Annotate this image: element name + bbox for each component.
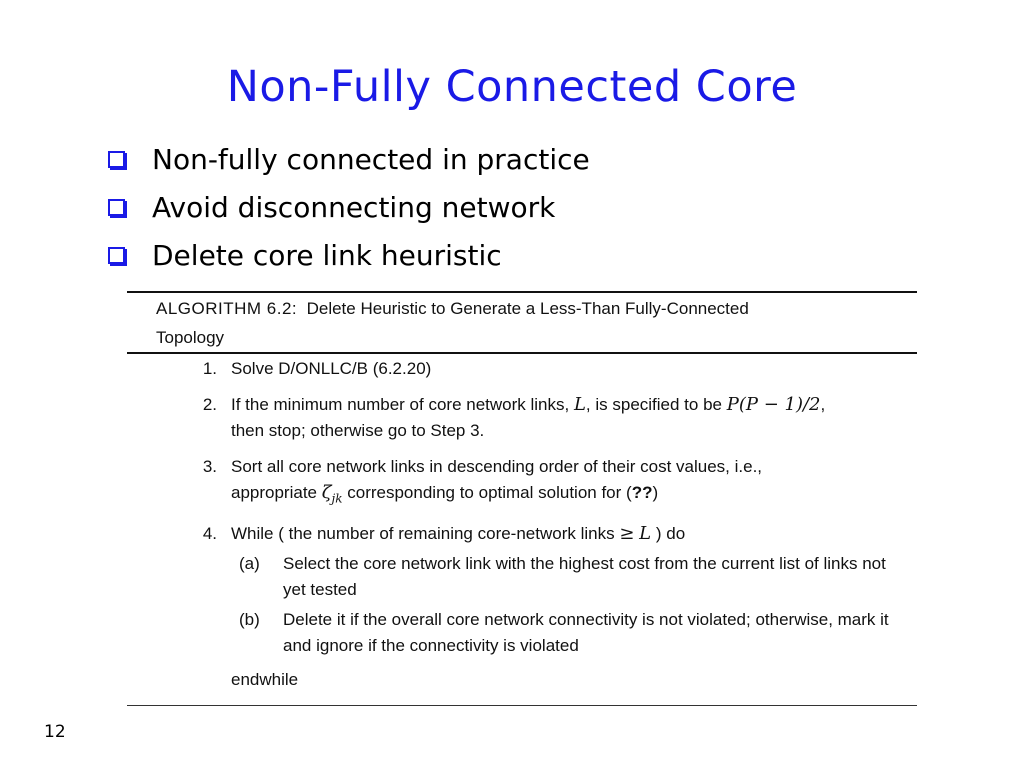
step-text-part: While ( the number of remaining core-network links [231,524,615,544]
step-1 [127,356,917,382]
substep-a [231,551,907,603]
math-geq: ≥ [619,523,635,545]
algorithm-title: Delete Heuristic to Generate a Less-Than Fully-Connected [306,299,749,318]
bottom-rule [127,705,917,706]
math-zeta: ζ [321,482,332,503]
substep-label: (b) [239,610,260,630]
step-text-line: then stop; otherwise go to Step 3. [231,421,485,440]
step-text-part: ) do [655,524,686,544]
substep-b [231,607,907,659]
math-subscript: jk [331,491,343,506]
bullet-text: Delete core link heuristic [152,238,502,272]
step-text [231,454,917,511]
algorithm-header [127,293,917,352]
endwhile-keyword: endwhile [231,670,299,690]
substep-text: Select the core network link with the highest cost from the current list of links not yet tested [283,554,886,600]
math-expression: P(P − 1)/2 [726,394,821,415]
bullet-item [108,231,590,279]
step-text-part: , [820,395,826,414]
step-number: 3. [202,457,217,476]
step-number: 4. [202,524,217,544]
step-text-part: appropriate [231,483,318,502]
reference-marker: ?? [631,483,653,502]
step-4 [127,521,917,659]
substep-label: (a) [239,554,260,574]
step-2 [127,392,917,444]
checkbox-bullet-icon [108,151,125,168]
step-text-part: corresponding to optimal solution for ( [347,483,632,502]
algorithm-steps [127,354,917,705]
substep-text: Delete it if the overall core network connectivity is not violated; otherwise, mark it and ignore if the connectivity is violated [283,610,889,656]
step-text: Solve D/ONLLC/B (6.2.20) [231,359,432,378]
checkbox-bullet-icon [108,247,125,264]
bullet-item [108,183,590,231]
step-text-part: ) [652,483,659,502]
step-text-line: Sort all core network links in descending order of their cost values, i.e., [231,457,763,476]
bullet-list [108,135,590,279]
step-number: 1. [202,359,217,378]
step-text-part: , is specified to be [585,395,722,414]
step-number: 2. [202,395,217,414]
algorithm-label: ALGORITHM 6.2: [156,299,298,318]
bullet-text: Non-fully connected in practice [152,142,590,176]
page-number: 12 [44,722,66,742]
step-3 [127,454,917,511]
bullet-text: Avoid disconnecting network [152,190,556,224]
step-text [231,521,917,659]
checkbox-bullet-icon [108,199,125,216]
math-L: L [639,523,652,545]
step-text [231,392,917,444]
step-text-part: If the minimum number of core network links, [231,395,570,414]
bullet-item [108,135,590,183]
math-L: L [573,394,586,415]
algorithm-box [127,291,917,706]
algorithm-title-cont: Topology [156,328,225,347]
slide-title: Non-Fully Connected Core [226,62,798,112]
